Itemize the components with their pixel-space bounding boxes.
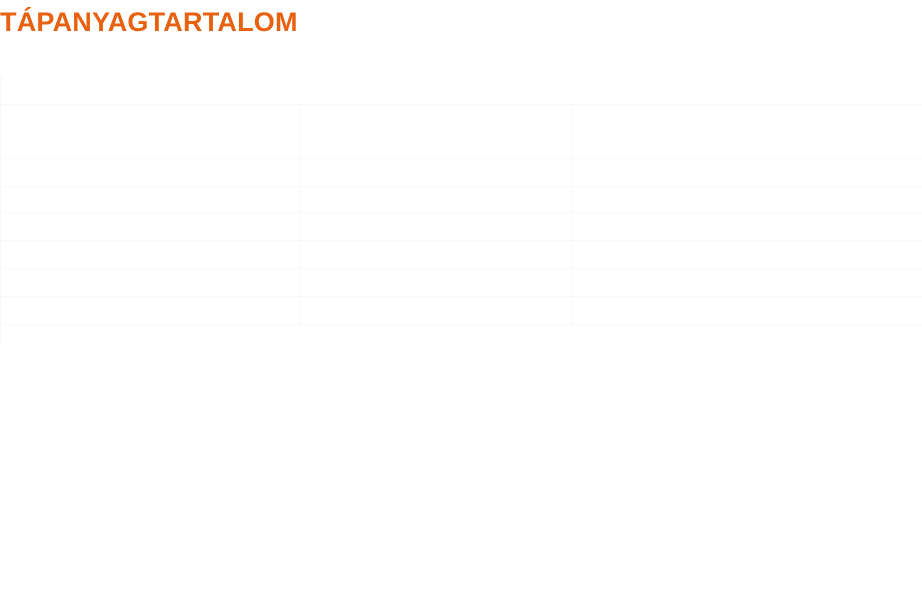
table-row <box>1 324 922 325</box>
table-column-divider <box>300 104 301 324</box>
table-row <box>1 104 922 105</box>
nutrition-table <box>0 76 922 346</box>
table-row <box>1 296 922 297</box>
table-row <box>1 186 922 187</box>
table-row <box>1 212 922 213</box>
section-title: TÁPANYAGTARTALOM <box>0 7 298 37</box>
table-row <box>1 268 922 269</box>
table-row <box>1 240 922 241</box>
table-column-divider <box>572 104 573 324</box>
table-row <box>1 158 922 159</box>
